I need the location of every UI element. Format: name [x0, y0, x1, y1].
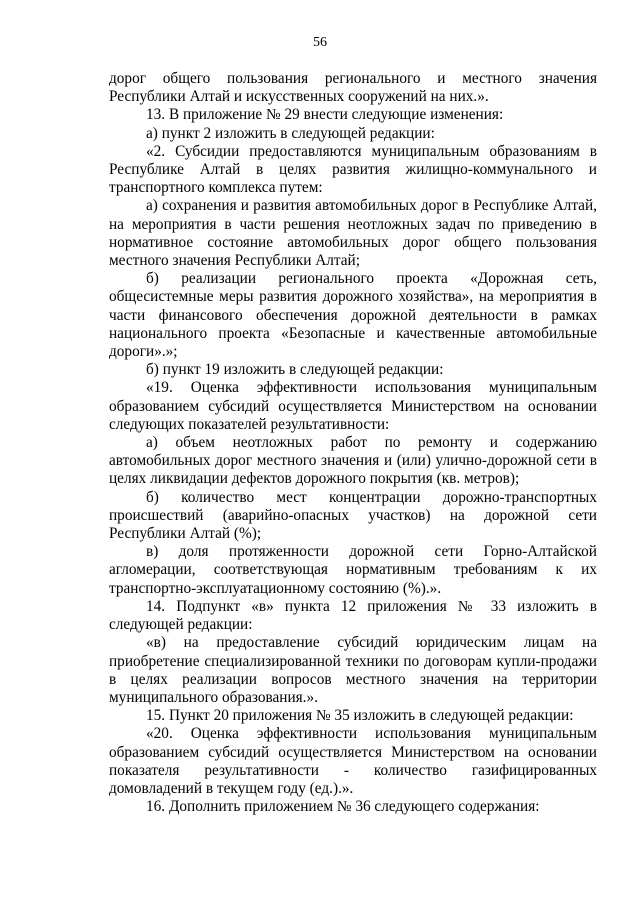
paragraph-clause-19-a: а) объем неотложных работ по ремонту и содержанию автомобильных дорог местного значения и (или) улично-дорожной сети в целях ликвидации дефектов дорожного покрытия (кв. метров); [109, 434, 597, 488]
document-body [109, 70, 597, 816]
paragraph-clause-2-b: б) реализации регионального проекта «Дорожная сеть, общесистемные меры развития дорожного хозяйства», на мероприятия в части финансового обеспечения дорожной деятельности в рамках национального проекта «Безопасные и качественные автомобильные дороги».»; [109, 270, 597, 361]
paragraph-clause-19: «19. Оценка эффективности использования муниципальным образованием субсидий осуществляется Министерством на основании следующих показателей результативности: [109, 379, 597, 433]
paragraph-continuation: дорог общего пользования регионального и местного значения Республики Алтай и искусственных сооружений на них.». [109, 70, 597, 106]
paragraph-clause-19-c: в) доля протяженности дорожной сети Горно-Алтайской агломерации, соответствующая нормативным требованиям к их транспортно-эксплуатационному состоянию (%).». [109, 543, 597, 597]
paragraph-subitem-b: б) пункт 19 изложить в следующей редакции: [146, 361, 444, 379]
paragraph-clause-19-b: б) количество мест концентрации дорожно-транспортных происшествий (аварийно-опасных участков) на дорожной сети Республики Алтай (%); [109, 488, 597, 543]
paragraph-clause-v: «в) на предоставление субсидий юридическим лицам на приобретение специализированной техники по договорам купли-продажи в целях реализации вопросов местного значения на территории муниципального образования.». [109, 634, 597, 706]
paragraph-clause-2: «2. Субсидии предоставляются муниципальным образованиям в Республике Алтай в целях развития жилищно-коммунального и транспортного комплекса путем: [109, 142, 597, 197]
paragraph-clause-20: «20. Оценка эффективности использования муниципальным образованием субсидий осуществляется Министерством на основании показателя результативности - количество газифицированных домовладений в текущем году (ед.).». [109, 725, 597, 797]
paragraph-clause-2-a: а) сохранения и развития автомобильных дорог в Республике Алтай, на мероприятия в части решения неотложных задач по приведению в нормативное состояние автомобильных дорог общего пользования местного значения Республики Алтай; [109, 197, 597, 270]
paragraph-item-16: 16. Дополнить приложением № 36 следующего содержания: [146, 798, 540, 816]
paragraph-item-13: 13. В приложение № 29 внести следующие изменения: [146, 106, 504, 124]
paragraph-item-15: 15. Пункт 20 приложения № 35 изложить в следующей редакции: [146, 707, 574, 725]
page-number: 56 [313, 35, 327, 50]
paragraph-item-14: 14. Подпункт «в» пункта 12 приложения № 33 изложить в следующей редакции: [109, 597, 597, 634]
paragraph-subitem-a: а) пункт 2 изложить в следующей редакции: [146, 124, 435, 142]
